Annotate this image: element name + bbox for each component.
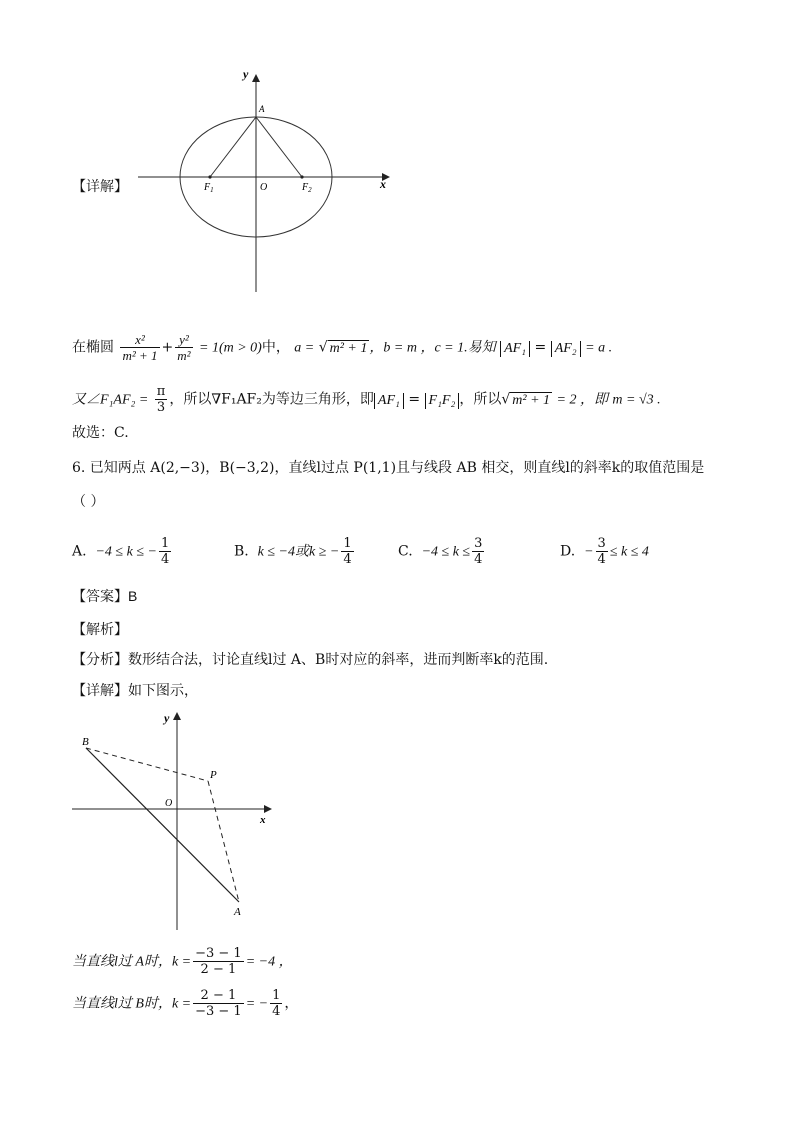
fraction-slope-a: $\frac{-3 - 1}{2 - 1}$ xyxy=(195,946,242,977)
slope-a-prefix: 当直线l过 A时，k = xyxy=(72,954,192,970)
sqrt-m2-plus-1-2: m² + 1 xyxy=(512,392,551,408)
point-f2-dot xyxy=(300,175,303,178)
answer-line: 【答案】B xyxy=(72,588,138,604)
slope-through-a xyxy=(72,946,293,977)
slope-a-result: = −4 ， xyxy=(245,954,293,970)
angle-part: 又∠F₁AF₂ = xyxy=(72,392,149,408)
analysis-heading: 【解析】 xyxy=(72,621,128,637)
figure-slope xyxy=(66,708,286,934)
label-b: B xyxy=(82,736,89,748)
solution-line-1 xyxy=(72,332,612,363)
equals-2-text: = 2 ，即 xyxy=(556,392,608,408)
abs-af2: AF₂ xyxy=(551,341,581,357)
sqrt-sign: √ xyxy=(318,339,328,356)
sqrt-m2-plus-1: m² + 1 xyxy=(329,340,368,356)
y-axis-arrow-2 xyxy=(173,712,181,720)
a-equals: a = xyxy=(294,340,315,356)
x-axis-arrow-2 xyxy=(264,805,272,813)
option-d: D. − $\frac{3}{4}$ ≤ k ≤ 4 xyxy=(560,536,649,567)
label-o: O xyxy=(260,182,268,193)
label-f1: $F_1$ xyxy=(204,182,214,194)
figure-ellipse xyxy=(130,60,400,300)
option-c: C. −4 ≤ k ≤ $\frac{3}{4}$ xyxy=(398,536,483,567)
slope-b-prefix: 当直线l过 B时，k = xyxy=(72,996,192,1012)
choice-c-line: 故选：C. xyxy=(72,425,129,441)
label-a-2: A xyxy=(234,906,241,918)
segment-pa xyxy=(208,781,239,902)
question-6-stem: 6. 已知两点 A(2,−3)，B(−3,2)，直线l过点 P(1,1)且与线段 AB 相交，则直线l的斜率k的取值范围是 xyxy=(72,460,705,476)
ellipse-diagram xyxy=(130,60,400,300)
option-b: B. k ≤ −4或k ≥ − $\frac{1}{4}$ xyxy=(234,536,352,567)
label-a: A xyxy=(259,104,265,114)
y-axis-label: y xyxy=(243,67,249,81)
label-o-2: O xyxy=(165,798,173,809)
fraction-y2: $\frac{\text{y²}}{\text{m²}}$ xyxy=(177,332,191,363)
slope-b-result-post: ， xyxy=(284,995,299,1012)
y-axis-arrow xyxy=(252,74,260,82)
text-zhong: 中， xyxy=(261,339,290,356)
abs-af1-2: AF₁ xyxy=(374,393,404,409)
slope-through-b xyxy=(72,988,298,1019)
plus-sign: + xyxy=(161,339,174,356)
segment-bp xyxy=(86,748,208,781)
equilateral-text: ，所以∇F₁AF₂为等边三角形，即 xyxy=(169,391,374,408)
text-prefix: 在椭圆 xyxy=(72,339,114,356)
detail-text-6: 【详解】如下图示， xyxy=(72,683,198,699)
slope-diagram xyxy=(66,708,286,934)
equation-tail: = 1(m > 0) xyxy=(199,340,262,356)
fraction-slope-b: $\frac{2 - 1}{-3 - 1}$ xyxy=(195,988,242,1019)
x-axis-label-2: x xyxy=(260,814,266,826)
abs-f1f2: F₁F₂ xyxy=(425,393,460,409)
analysis-text: 【分析】数形结合法，讨论直线l过 A、B时对应的斜率，进而判断率k的范围. xyxy=(72,652,549,668)
label-p: P xyxy=(210,769,217,781)
segment-af2 xyxy=(256,117,302,177)
segment-af1 xyxy=(210,117,256,177)
equals-2: = xyxy=(408,391,421,408)
x-axis-label: x xyxy=(380,177,386,191)
point-f1-dot xyxy=(208,175,211,178)
b-c-part: ，b = m ，c = 1.易知 xyxy=(369,340,496,356)
equals: = xyxy=(534,339,547,356)
equals-a: = a . xyxy=(585,340,613,356)
label-f2: $F_2$ xyxy=(302,182,312,194)
text-so: ，所以 xyxy=(459,391,502,408)
slope-b-result-pre: = − xyxy=(245,996,269,1012)
m-equals-sqrt3: m = √3 . xyxy=(612,392,661,408)
fraction-x2: $\frac{\text{x²}}{\text{m² + 1}}$ xyxy=(122,332,158,363)
solution-line-2 xyxy=(72,384,661,415)
detail-label-5: 【详解】 xyxy=(72,178,128,194)
fraction-pi-3: $\frac{\pi}{3}$ xyxy=(156,384,166,415)
question-6-paren: （ ） xyxy=(72,494,105,510)
y-axis-label-2: y xyxy=(164,711,170,725)
sqrt-sign-2: √ xyxy=(501,391,511,408)
option-a: A. −4 ≤ k ≤ − $\frac{1}{4}$ xyxy=(72,536,170,567)
fraction-slope-b-result: $\frac{1}{4}$ xyxy=(272,988,281,1019)
abs-af1: AF₁ xyxy=(500,341,530,357)
